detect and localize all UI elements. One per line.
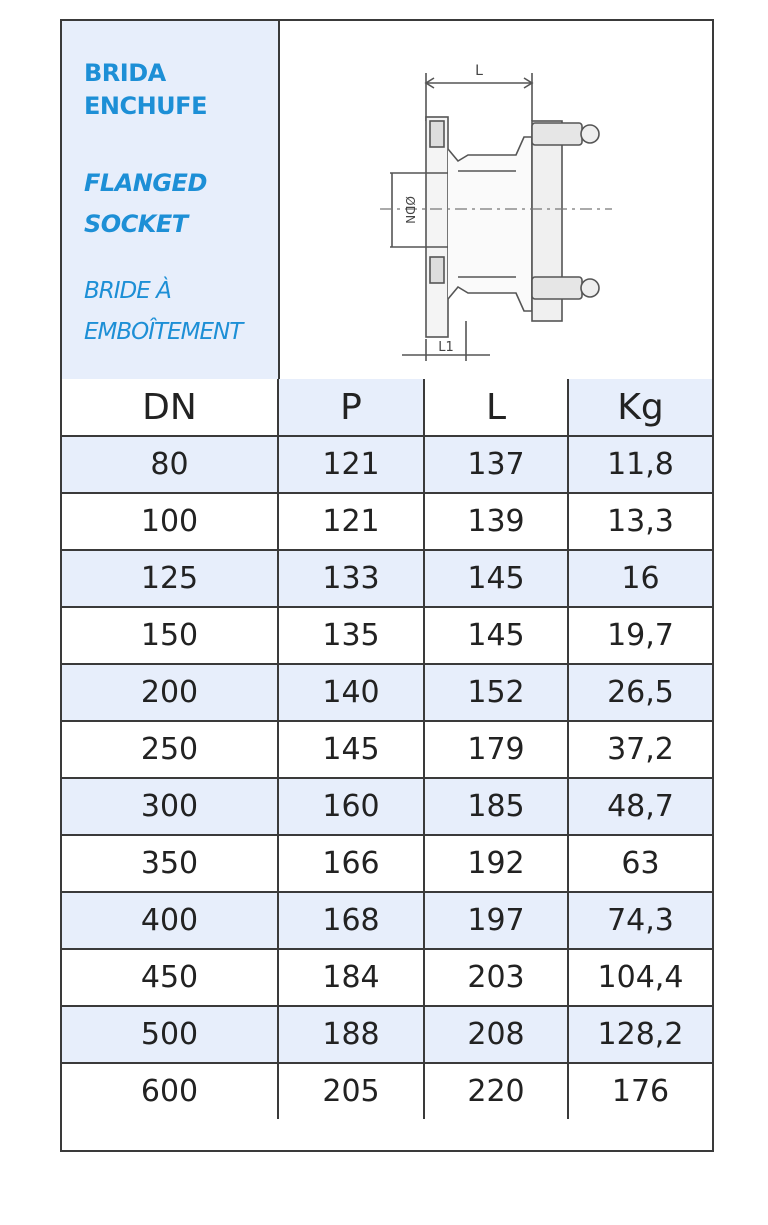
gland-nut-top — [581, 125, 599, 143]
cell-l: 152 — [424, 664, 568, 721]
cell-dn: 100 — [62, 493, 278, 550]
table-row — [62, 835, 712, 892]
cell-p: 133 — [278, 550, 424, 607]
table-row — [62, 436, 712, 493]
cell-kg: 74,3 — [568, 892, 712, 949]
column-header-l: L — [424, 379, 568, 436]
dim-label-flange: L1 — [438, 340, 454, 355]
table-body — [62, 436, 712, 1119]
column-header-dn: DN — [62, 379, 278, 436]
cell-p: 168 — [278, 892, 424, 949]
dim-label-length: L — [475, 63, 483, 79]
title-spanish — [84, 57, 207, 123]
cell-l: 185 — [424, 778, 568, 835]
cell-p: 188 — [278, 1006, 424, 1063]
table-header-row — [62, 379, 712, 436]
title-spanish-line1: BRIDA — [84, 59, 166, 87]
flanged-socket-drawing — [280, 21, 712, 379]
cell-kg: 128,2 — [568, 1006, 712, 1063]
cell-kg: 16 — [568, 550, 712, 607]
cell-kg: 13,3 — [568, 493, 712, 550]
title-english-line1: FLANGED — [84, 169, 207, 197]
title-english-line2: SOCKET — [84, 210, 188, 238]
cell-dn: 500 — [62, 1006, 278, 1063]
cell-dn: 150 — [62, 607, 278, 664]
table-row — [62, 892, 712, 949]
cell-dn: 400 — [62, 892, 278, 949]
cell-kg: 63 — [568, 835, 712, 892]
table-row — [62, 721, 712, 778]
left-flange-bolt-bottom — [430, 257, 444, 283]
title-spanish-line2: ENCHUFE — [84, 92, 207, 120]
title-english — [84, 163, 207, 245]
cell-dn: 125 — [62, 550, 278, 607]
cell-l: 145 — [424, 607, 568, 664]
cell-dn: 450 — [62, 949, 278, 1006]
cell-p: 205 — [278, 1063, 424, 1119]
cell-kg: 48,7 — [568, 778, 712, 835]
cell-l: 139 — [424, 493, 568, 550]
cell-l: 197 — [424, 892, 568, 949]
product-spec-card — [60, 19, 714, 1152]
cell-p: 145 — [278, 721, 424, 778]
cell-l: 220 — [424, 1063, 568, 1119]
cell-l: 145 — [424, 550, 568, 607]
gland-bolt-top — [532, 123, 582, 145]
table-row — [62, 1063, 712, 1119]
cell-l: 137 — [424, 436, 568, 493]
gland-nut-bottom — [581, 279, 599, 297]
product-title-panel — [62, 21, 280, 379]
title-french-line2: EMBOÎTEMENT — [84, 319, 243, 345]
cell-dn: 300 — [62, 778, 278, 835]
cell-dn: 200 — [62, 664, 278, 721]
table-row — [62, 664, 712, 721]
product-header — [62, 21, 712, 381]
dim-label-diameter: ØDN — [403, 196, 417, 224]
cell-l: 203 — [424, 949, 568, 1006]
gland-bolt-bottom — [532, 277, 582, 299]
cell-dn: 350 — [62, 835, 278, 892]
table-row — [62, 778, 712, 835]
table-row — [62, 493, 712, 550]
cell-p: 160 — [278, 778, 424, 835]
cell-p: 121 — [278, 436, 424, 493]
column-header-p: P — [278, 379, 424, 436]
technical-drawing — [280, 21, 712, 379]
cell-p: 135 — [278, 607, 424, 664]
column-header-kg: Kg — [568, 379, 712, 436]
cell-l: 192 — [424, 835, 568, 892]
cell-p: 184 — [278, 949, 424, 1006]
title-french-line1: BRIDE À — [84, 278, 171, 304]
table-row — [62, 949, 712, 1006]
table-row — [62, 607, 712, 664]
table-row — [62, 1006, 712, 1063]
cell-p: 140 — [278, 664, 424, 721]
dimensions-table — [62, 379, 712, 1119]
cell-kg: 26,5 — [568, 664, 712, 721]
cell-l: 179 — [424, 721, 568, 778]
cell-kg: 19,7 — [568, 607, 712, 664]
left-flange-bolt-top — [430, 121, 444, 147]
cell-kg: 37,2 — [568, 721, 712, 778]
title-french — [84, 271, 242, 353]
left-flange — [426, 117, 448, 337]
cell-p: 121 — [278, 493, 424, 550]
cell-kg: 11,8 — [568, 436, 712, 493]
cell-l: 208 — [424, 1006, 568, 1063]
cell-dn: 600 — [62, 1063, 278, 1119]
cell-kg: 104,4 — [568, 949, 712, 1006]
cell-dn: 250 — [62, 721, 278, 778]
cell-dn: 80 — [62, 436, 278, 493]
cell-kg: 176 — [568, 1063, 712, 1119]
table-row — [62, 550, 712, 607]
socket-body — [448, 137, 532, 311]
cell-p: 166 — [278, 835, 424, 892]
